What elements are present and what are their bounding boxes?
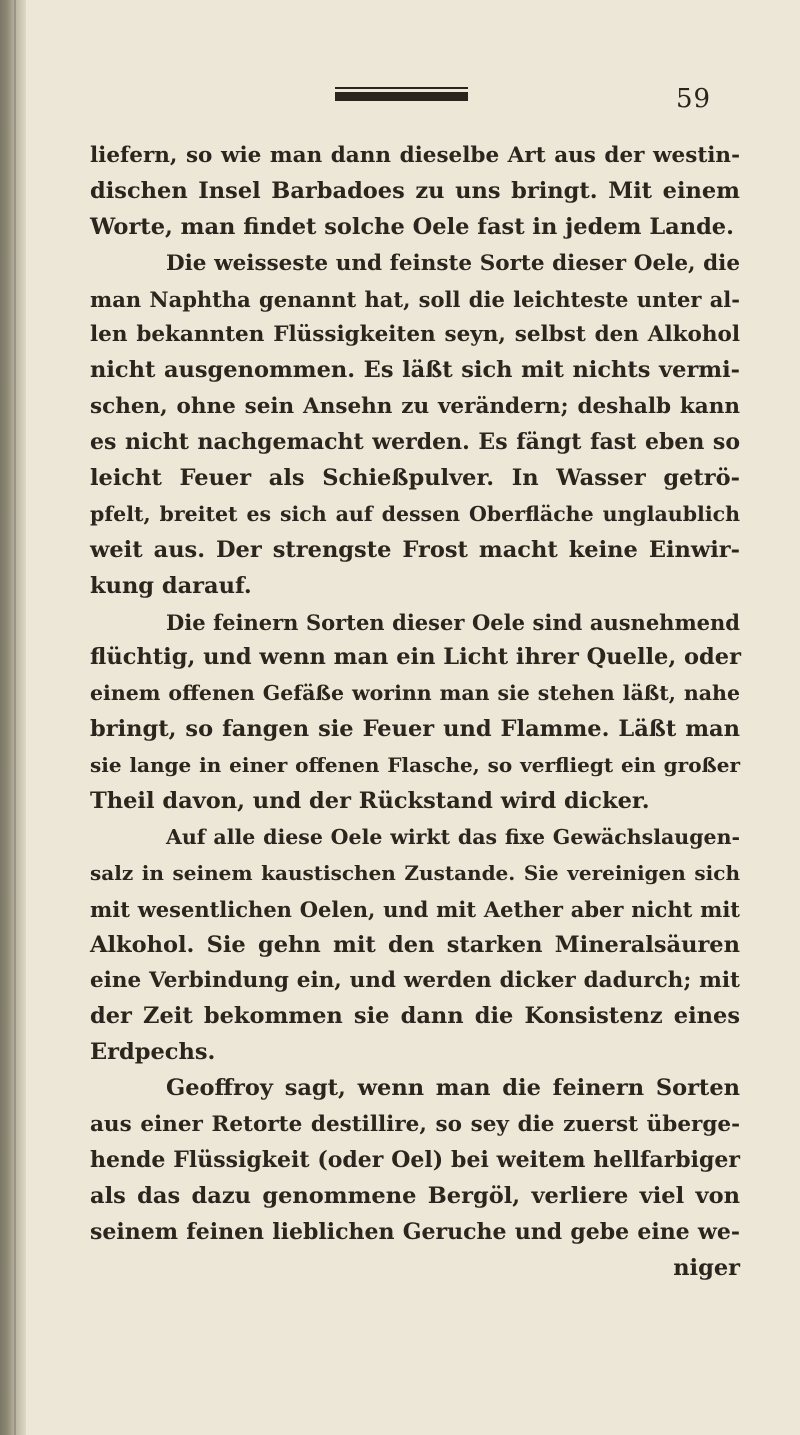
text-line: len bekannten Flüssigkeiten seyn, selbst den Alkohol — [90, 322, 740, 348]
text-line: Worte, man findet solche Oele fast in jedem Lande. — [90, 213, 734, 240]
text-line: leicht Feuer als Schießpulver. In Wasser getrö- — [90, 465, 740, 492]
text-line: schen, ohne sein Ansehn zu verändern; deshalb kann — [90, 394, 740, 420]
text-line: liefern, so wie man dann dieselbe Art aus der westin- — [90, 143, 740, 168]
text-line: der Zeit bekommen sie dann die Konsistenz eines — [90, 1003, 740, 1030]
catchword: niger — [673, 1254, 740, 1281]
text-line: bringt, so fangen sie Feuer und Flamme. Läßt man — [90, 716, 740, 743]
text-line: Erdpechs. — [90, 1039, 216, 1066]
page-number: 59 — [676, 84, 712, 114]
text-line: seinem feinen lieblichen Geruche und gebe eine we- — [90, 1218, 740, 1245]
text-line: kung darauf. — [90, 572, 252, 599]
text-line: pfelt, breitet es sich auf dessen Oberfläche unglaublich — [90, 501, 740, 526]
text-line: als das dazu genommene Bergöl, verliere viel von — [90, 1182, 740, 1209]
text-line: weit aus. Der strengste Frost macht keine Einwir- — [90, 536, 740, 563]
text-line: mit wesentlichen Oelen, und mit Aether aber nicht mit — [90, 896, 740, 922]
text-line: hende Flüssigkeit (oder Oel) bei weitem hellfarbiger — [90, 1146, 740, 1173]
text-line: Theil davon, und der Rückstand wird dicker. — [90, 788, 650, 815]
text-line: Die weisseste und feinste Sorte dieser Oele, die — [166, 250, 740, 276]
text-line: es nicht nachgemacht werden. Es fängt fast eben so — [90, 429, 740, 456]
gutter-line — [14, 0, 16, 1435]
text-line: sie lange in einer offenen Flasche, so verfliegt ein großer — [90, 753, 740, 778]
text-line: aus einer Retorte destillire, so sey die zuerst überge- — [90, 1112, 740, 1138]
text-line: einem offenen Gefäße worinn man sie stehen läßt, nahe — [90, 681, 740, 706]
text-line: eine Verbindung ein, und werden dicker dadurch; mit — [90, 968, 740, 994]
book-spine-shadow — [0, 0, 26, 1435]
text-line: flüchtig, und wenn man ein Licht ihrer Quelle, oder — [90, 644, 741, 671]
header-rule — [335, 92, 468, 101]
text-line: salz in seinem kaustischen Zustande. Sie vereinigen sich — [90, 860, 740, 885]
text-line: Geoffroy sagt, wenn man die feinern Sorten — [166, 1075, 740, 1102]
text-line: nicht ausgenommen. Es läßt sich mit nichts vermi- — [90, 357, 740, 384]
text-line: Alkohol. Sie gehn mit den starken Mineralsäuren — [90, 931, 740, 958]
text-line: man Naphtha genannt hat, soll die leichteste unter al- — [90, 286, 740, 312]
body-text — [90, 138, 740, 1287]
text-line: Die feinern Sorten dieser Oele sind ausnehmend — [166, 609, 740, 635]
text-line: dischen Insel Barbadoes zu uns bringt. Mit einem — [90, 177, 740, 204]
text-line: Auf alle diese Oele wirkt das fixe Gewächslaugen- — [166, 824, 740, 849]
